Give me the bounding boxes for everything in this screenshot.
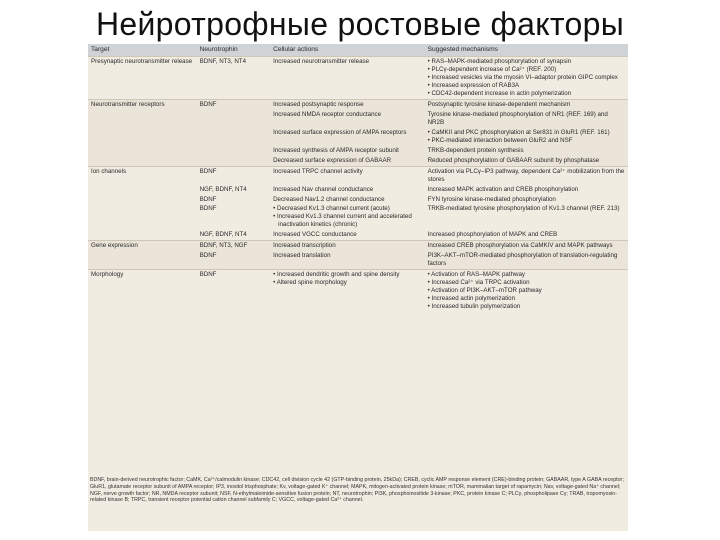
cell-cellular-action: [270, 230, 425, 240]
mechanism-item: • Activation of PI3K–AKT–mTOR pathway: [428, 287, 625, 295]
cell-cellular-action: [270, 110, 425, 128]
mechanism-item: TRKB-dependent protein synthesis: [427, 146, 524, 154]
cell-target: [88, 185, 197, 195]
cellular-action-item: • Increased Kv1.3 channel current and accelerated inactivation kinetics (chronic): [273, 213, 422, 229]
cell-cellular-action: [270, 204, 425, 230]
cell-neurotrophin: NGF, BDNF, NT4: [199, 231, 247, 239]
mechanism-item: Increased phosphorylation of MAPK and CREB: [427, 231, 558, 239]
cell-mechanism: [425, 241, 628, 251]
cell-mechanism: [425, 204, 628, 230]
table-row: [88, 100, 628, 110]
cell-cellular-action: [270, 100, 425, 110]
table-row: [88, 128, 628, 146]
mechanism-item: TRKB-mediated tyrosine phosphorylation of Kv1.3 channel (REF. 213): [427, 205, 620, 213]
cell-target: Ion channels: [88, 166, 197, 184]
cell-cellular-action: [270, 166, 425, 184]
table-row: [88, 270, 628, 312]
cell-mechanism: [425, 110, 628, 128]
header-target: Target: [88, 44, 197, 57]
cellular-action-item: Decreased surface expression of GABAAR: [273, 156, 392, 164]
cell-target: [88, 156, 197, 166]
table-row: [88, 195, 628, 205]
cell-mechanism: [425, 270, 628, 312]
cell-target: [88, 195, 197, 205]
cell-mechanism: [425, 156, 628, 166]
cell-neurotrophin: [197, 110, 271, 128]
table-row: [88, 146, 628, 156]
header-cellular-actions: Cellular actions: [270, 44, 425, 57]
cell-mechanism: [425, 57, 628, 100]
mechanism-item: Tyrosine kinase-mediated phosphorylation of NR1 (REF. 169) and NR2B: [427, 111, 608, 126]
table-row: [88, 230, 628, 240]
cellular-action-item: Increased Nav channel conductance: [273, 185, 374, 193]
cell-neurotrophin: NGF, BDNF, NT4: [199, 185, 247, 193]
cell-target: Morphology: [88, 270, 197, 312]
cellular-action-item: • Decreased Kv1.3 channel current (acute): [273, 205, 422, 213]
cell-mechanism: [425, 128, 628, 146]
slide-title: Нейротрофные ростовые факторы: [95, 6, 625, 42]
cell-cellular-action: [270, 251, 425, 269]
cell-neurotrophin: BDNF: [199, 195, 217, 203]
table-row: [88, 166, 628, 184]
cell-target: [88, 230, 197, 240]
cell-mechanism: [425, 195, 628, 205]
cell-neurotrophin: BDNF: [197, 100, 271, 110]
cell-cellular-action: [270, 57, 425, 100]
cellular-action-item: Increased synthesis of AMPA receptor subunit: [273, 146, 399, 154]
table-row: [88, 156, 628, 166]
cell-neurotrophin: BDNF, NT3, NGF: [197, 241, 271, 251]
cellular-action-item: Increased TRPC channel activity: [273, 167, 363, 175]
cellular-action-item: Increased translation: [273, 252, 331, 260]
cell-cellular-action: [270, 128, 425, 146]
table-row: [88, 204, 628, 230]
cell-neurotrophin: BDNF, NT3, NT4: [197, 57, 271, 100]
cell-mechanism: [425, 251, 628, 269]
cell-target: Presynaptic neurotransmitter release: [88, 57, 197, 100]
header-suggested-mechanisms: Suggested mechanisms: [425, 44, 628, 57]
mechanisms-table: [88, 44, 628, 312]
mechanism-item: • PKC-mediated interaction between GluR2 and NSF: [428, 137, 625, 145]
cellular-action-item: Increased transcription: [273, 242, 336, 250]
cellular-action-item: • Altered spine morphology: [273, 279, 422, 287]
cell-mechanism: [425, 146, 628, 156]
mechanisms-table-container: [88, 44, 628, 531]
table-row: [88, 185, 628, 195]
mechanism-item: • CaMKII and PKC phosphorylation at Ser831 in GluR1 (REF. 161): [428, 129, 625, 137]
cell-neurotrophin: [197, 146, 271, 156]
cell-target: [88, 128, 197, 146]
cell-neurotrophin: BDNF: [197, 270, 271, 312]
mechanism-item: • CDC42-dependent increase in actin polymerization: [428, 90, 625, 98]
mechanism-item: • Increased actin polymerization: [428, 295, 625, 303]
cell-cellular-action: [270, 270, 425, 312]
cellular-action-item: Increased postsynaptic response: [273, 101, 364, 109]
mechanism-item: FYN tyrosine kinase-mediated phosphorylation: [427, 195, 556, 203]
mechanism-item: PI3K–AKT–mTOR-mediated phosphorylation of translation-regulating factors: [427, 252, 618, 268]
cell-mechanism: [425, 100, 628, 110]
cell-mechanism: [425, 166, 628, 184]
cellular-action-item: • Increased dendritic growth and spine density: [273, 271, 422, 279]
cell-target: Gene expression: [88, 241, 197, 251]
table-row: [88, 241, 628, 251]
cellular-action-item: Increased surface expression of AMPA receptors: [273, 128, 407, 136]
header-neurotrophin: Neurotrophin: [197, 44, 271, 57]
cell-cellular-action: [270, 146, 425, 156]
cellular-action-item: Increased VGCC conductance: [273, 231, 357, 239]
table-row: [88, 110, 628, 128]
mechanism-item: • Increased tubulin polymerization: [428, 303, 625, 311]
cell-mechanism: [425, 230, 628, 240]
cellular-action-item: Decreased Nav1.2 channel conductance: [273, 195, 385, 203]
mechanism-item: Postsynaptic tyrosine kinase-dependent mechanism: [427, 101, 571, 109]
cell-target: [88, 110, 197, 128]
cell-target: Neurotransmitter receptors: [88, 100, 197, 110]
cell-mechanism: [425, 185, 628, 195]
mechanism-item: Increased CREB phosphorylation via CaMKIV and MAPK pathways: [427, 242, 613, 250]
mechanism-item: • Increased vesicles via the myosin VI–adaptor protein GIPC complex: [428, 74, 625, 82]
table-body: [88, 57, 628, 312]
cell-neurotrophin: BDNF: [197, 166, 271, 184]
cell-neurotrophin: BDNF: [197, 251, 271, 269]
cellular-action-item: Increased neurotransmitter release: [273, 58, 370, 66]
cellular-action-item: Increased NMDA receptor conductance: [273, 111, 382, 119]
cell-cellular-action: [270, 185, 425, 195]
cell-target: [88, 204, 197, 230]
table-header-row: [88, 44, 628, 57]
cell-cellular-action: [270, 195, 425, 205]
table-footnote: BDNF, brain-derived neurotrophic factor; CaMK, Ca²⁺/calmodulin kinase; CDC42, cell division cycle 42 (GTP-binding protein, 25kDa); CREB, cyclic AMP response element (CRE)-binding protein; GABAAR, type A GABA receptor; GluR1, glutamate receptor subunit of AMPA receptor; IP3, inositol trisphosphate; Kv, voltage-gated K⁺ channel; MAPK, mitogen-activated protein kinase; mTOR, mammalian target of rapamycin; Nav, voltage-gated Na⁺ channel; NGF, nerve growth factor; NR, NMDA receptor subunit; NSF, N-ethylmaleimide-sensitive fusion protein; NT, neurotrophin; PI3K, phosphoinositide 3-kinase; PKC, protein kinase C; PLCγ, phospholipase Cγ; TRAB, tropomyosin-related kinase B; TRPC, transient receptor potential cation channel subfamily C; VGCC, voltage-gated Ca²⁺ channel.: [88, 476, 628, 505]
mechanism-item: • RAS–MAPK-mediated phosphorylation of synapsin: [428, 58, 625, 66]
table-row: [88, 57, 628, 100]
cell-target: [88, 251, 197, 269]
mechanism-item: • Increased Ca²⁺ via TRPC activation: [428, 279, 625, 287]
mechanism-item: Increased MAPK activation and CREB phosphorylation: [427, 185, 579, 193]
cell-neurotrophin: [197, 156, 271, 166]
cell-cellular-action: [270, 156, 425, 166]
mechanism-item: Reduced phosphorylation of GABAAR subunit by phosphatase: [427, 156, 600, 164]
table-row: [88, 251, 628, 269]
cell-target: [88, 146, 197, 156]
mechanism-item: Activation via PLCγ–IP3 pathway, dependent Ca²⁺ mobilization from the stores: [427, 167, 625, 183]
cell-neurotrophin: BDNF: [199, 205, 217, 213]
mechanism-item: • Activation of RAS–MAPK pathway: [428, 271, 625, 279]
mechanism-item: • Increased expression of RAB3A: [428, 82, 625, 90]
cell-neurotrophin: [197, 128, 271, 146]
mechanism-item: • PLCγ-dependent increase of Ca²⁺ (REF. 200): [428, 66, 625, 74]
cell-cellular-action: [270, 241, 425, 251]
